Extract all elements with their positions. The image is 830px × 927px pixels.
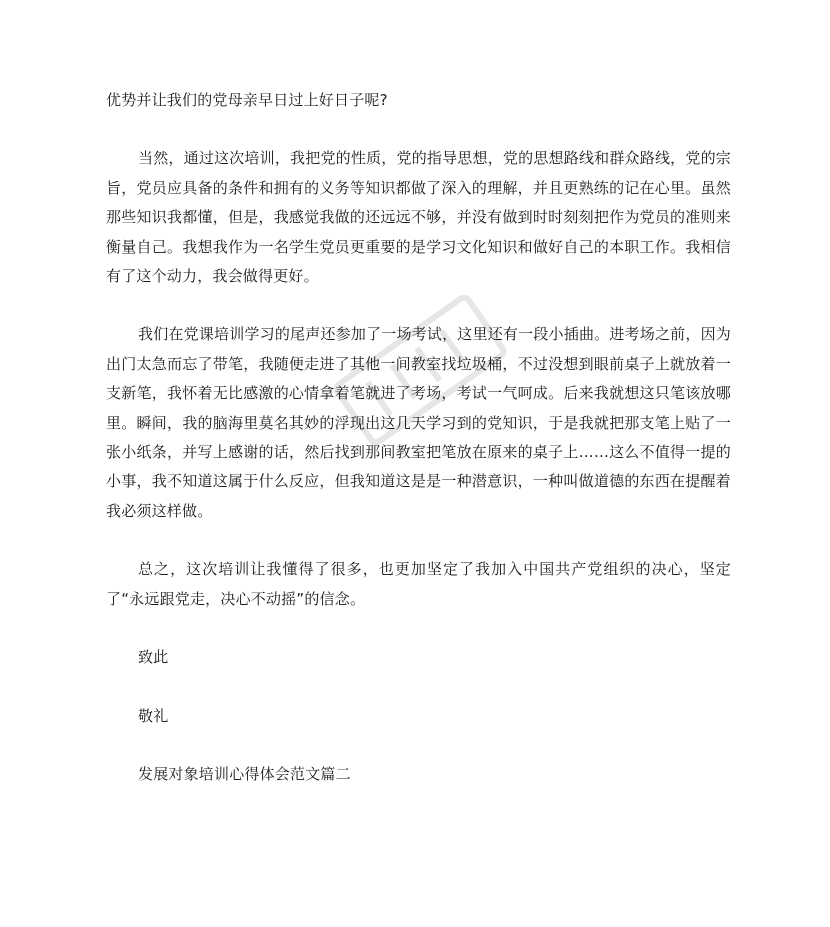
document-body bbox=[106, 86, 731, 789]
paragraph-exam-story: 我们在党课培训学习的尾声还参加了一场考试，这里还有一段小插曲。进考场之前，因为出门太急而忘了带笔，我随便走进了其他一间教室找垃圾桶，不过没想到眼前桌子上就放着一支新笔，我怀着无比感激的心情拿着笔就进了考场，考试一气呵成。后来我就想这只笔该放哪里。瞬间，我的脑海里莫名其妙的浮现出这几天学习到的党知识，于是我就把那支笔上贴了一张小纸条，并写上感谢的话，然后找到那间教室把笔放在原来的桌子上……这么不值得一提的小事，我不知道这属于什么反应，但我知道这是是一种潜意识，一种叫做道德的东西在提醒着我必须这样做。 bbox=[106, 325, 731, 520]
opening-line: 优势并让我们的党母亲早日过上好日子呢? bbox=[106, 91, 388, 109]
closing-zhici: 致此 bbox=[138, 648, 169, 667]
next-section-heading: 发展对象培训心得体会范文篇二 bbox=[138, 764, 351, 783]
paragraph-training-understanding: 当然，通过这次培训，我把党的性质，党的指导思想，党的思想路线和群众路线，党的宗旨，党员应具备的条件和拥有的义务等知识都做了深入的理解，并且更熟练的记在心里。虽然那些知识我都懂，但是，我感觉我做的还远远不够，并没有做到时时刻刻把作为党员的准则来衡量自己。我想我作为一名学生党员更重要的是学习文化知识和做好自己的本职工作。我相信有了这个动力，我会做得更好。 bbox=[106, 149, 731, 286]
closing-jingli: 敬礼 bbox=[138, 706, 169, 725]
paragraph-conclusion: 总之，这次培训让我懂得了很多，也更加坚定了我加入中国共产党组织的决心，坚定了“永远跟党走，决心不动摇”的信念。 bbox=[106, 560, 731, 608]
